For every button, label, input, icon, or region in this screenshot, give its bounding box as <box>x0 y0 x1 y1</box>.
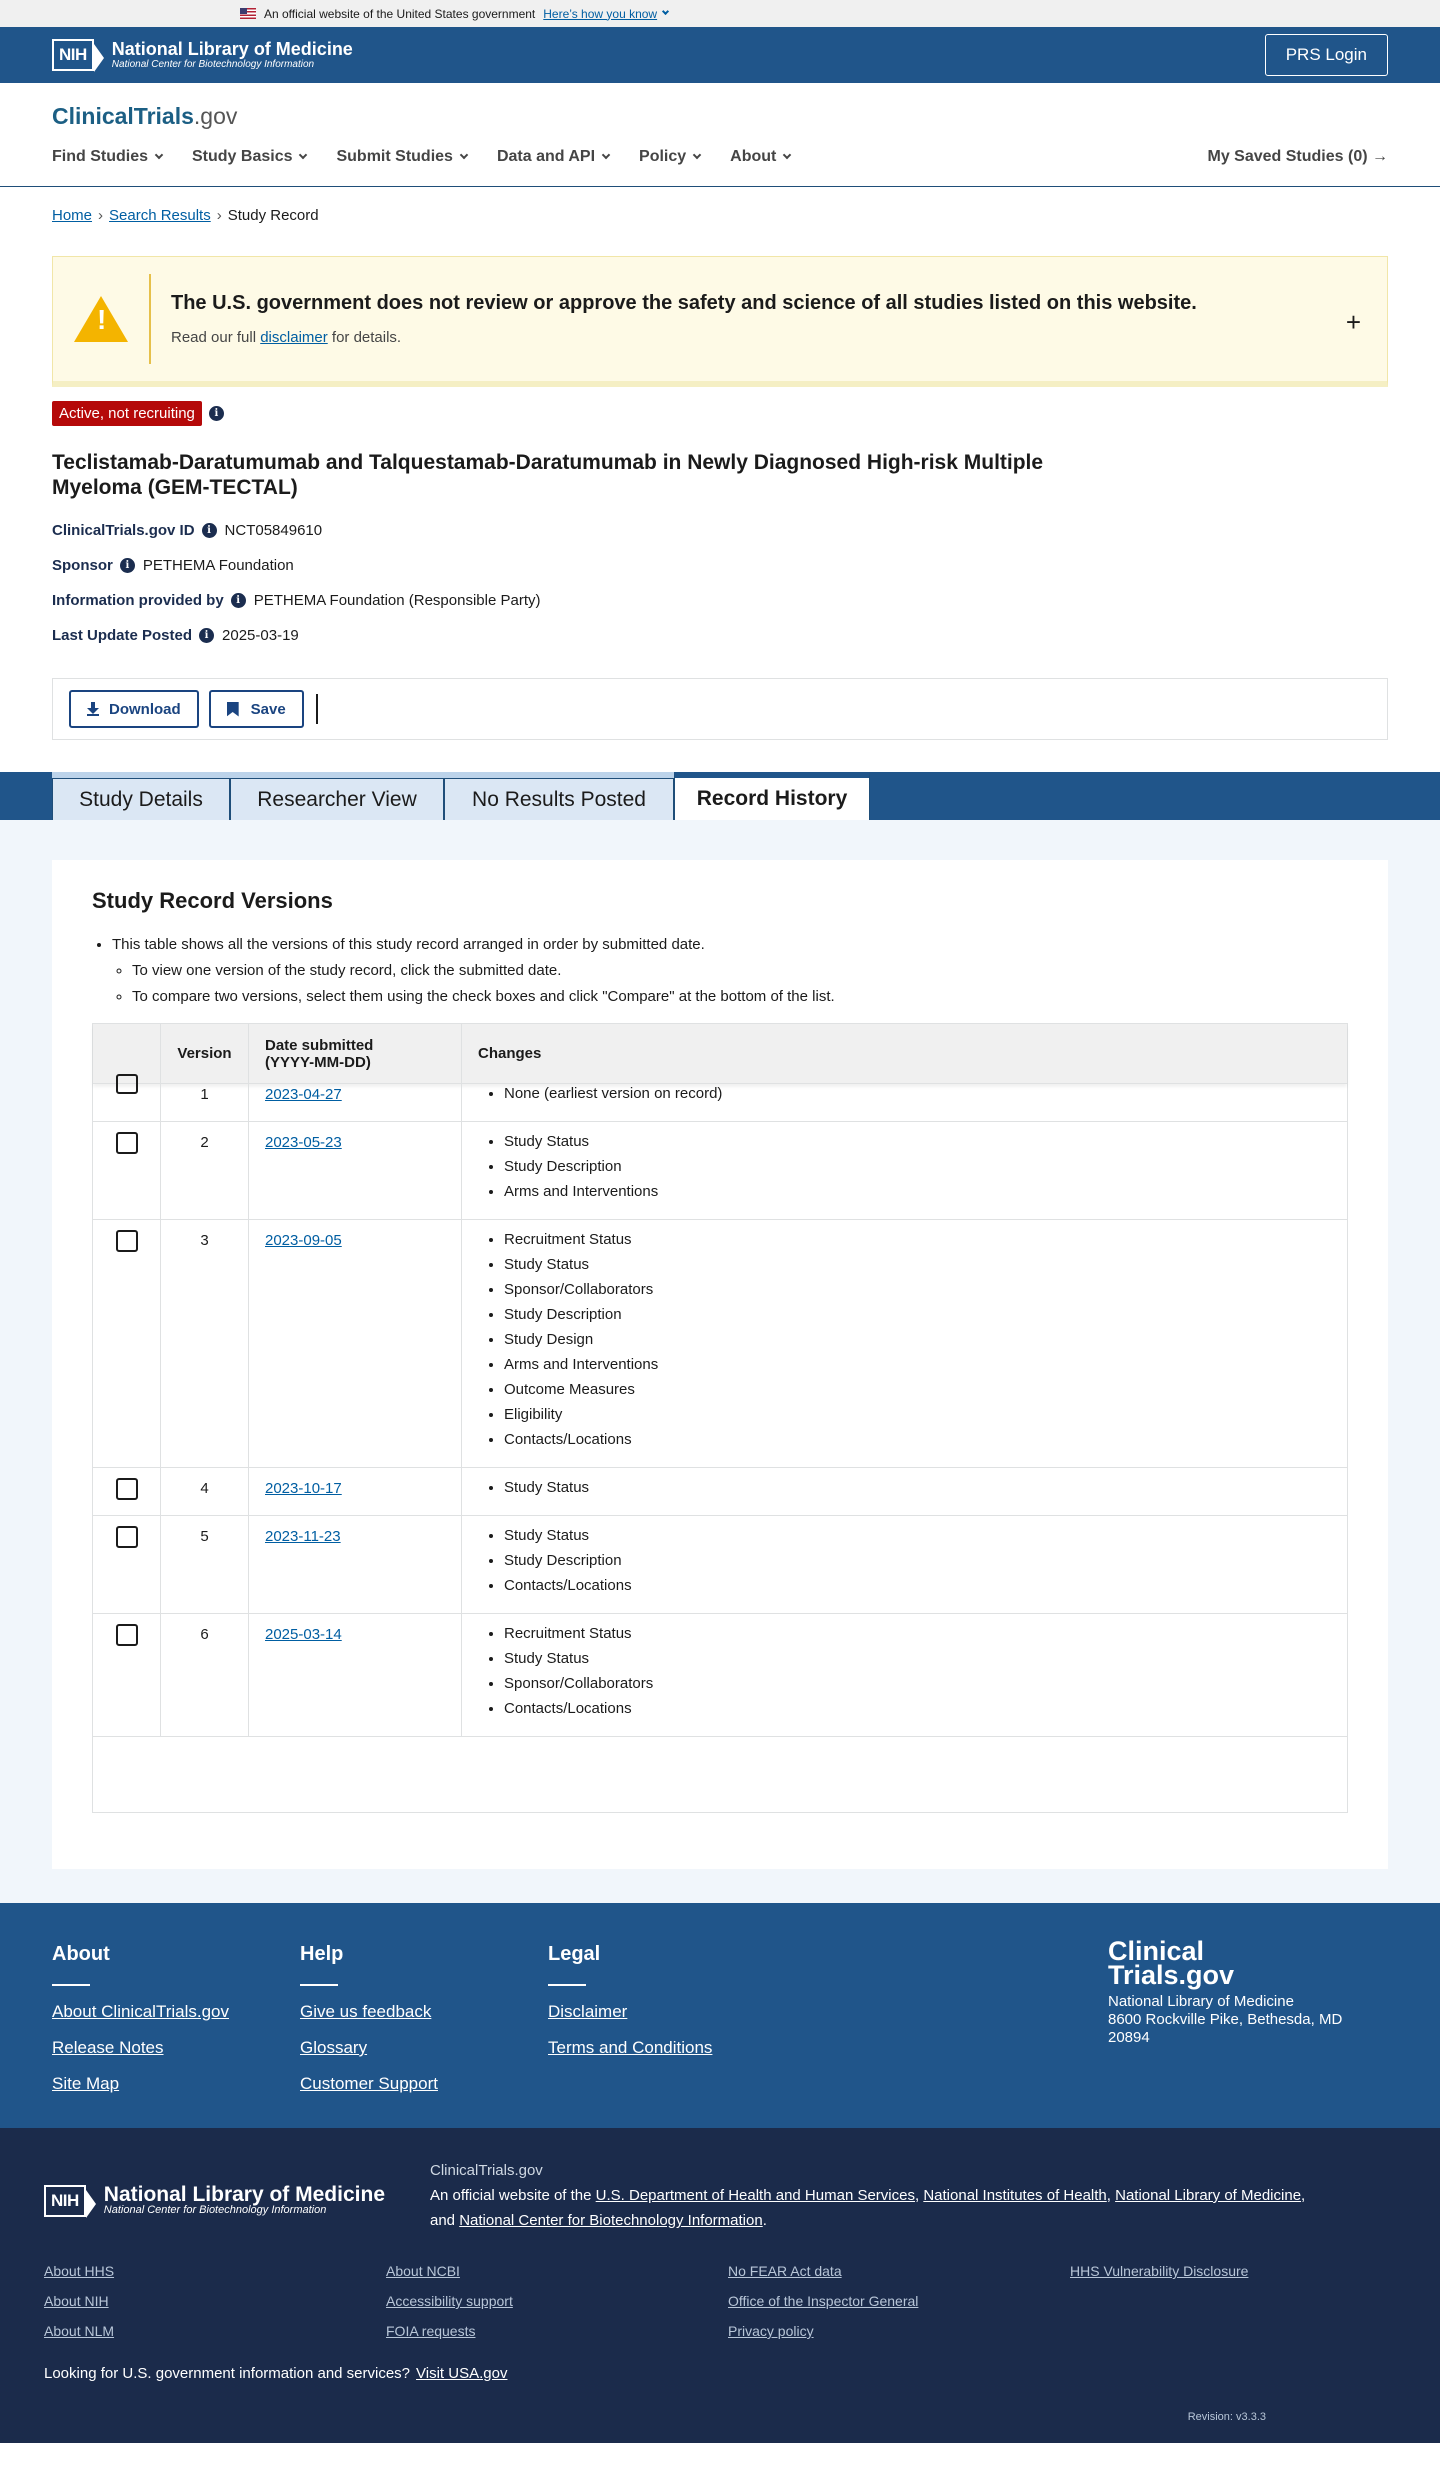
link-nih[interactable]: National Institutes of Health <box>923 2187 1107 2204</box>
footer-help: Help Give us feedback Glossary Customer Support <box>300 1943 548 2128</box>
link-foia[interactable]: FOIA requests <box>386 2323 476 2339</box>
change-item: • Recruitment Status <box>504 1626 1347 1642</box>
table-row <box>93 1084 1347 1122</box>
footer-link-site-map[interactable]: Site Map <box>52 2074 120 2093</box>
chevron-down-icon <box>783 151 791 159</box>
link-about-nlm[interactable]: About NLM <box>44 2323 115 2339</box>
chevron-down-icon <box>662 8 669 15</box>
footer-about: About About ClinicalTrials.gov Release Notes Site Map <box>52 1943 300 2128</box>
revision: Revision: v3.3.3 <box>1187 2411 1266 2423</box>
table-row <box>93 1220 1347 1468</box>
divider <box>316 694 318 724</box>
nih-logo-mark: NIH <box>52 39 94 71</box>
link-inspector-general[interactable]: Office of the Inspector General <box>728 2293 919 2309</box>
chevron-right-icon: › <box>98 207 104 224</box>
table-footer <box>93 1737 1347 1812</box>
arrow-right-icon: → <box>1372 148 1388 165</box>
version-date-link[interactable]: 2023-05-23 <box>265 1134 342 1151</box>
study-meta <box>0 522 1440 644</box>
change-item: • Contacts/Locations <box>504 1701 1347 1717</box>
link-privacy[interactable]: Privacy policy <box>728 2323 814 2339</box>
versions-heading: Study Record Versions <box>92 888 333 913</box>
tab-no-results-posted[interactable]: No Results Posted <box>444 778 674 820</box>
record-history-section <box>0 820 1440 1903</box>
version-number: 4 <box>161 1468 249 1515</box>
footer-link-feedback[interactable]: Give us feedback <box>300 2002 432 2021</box>
footer-link-disclaimer[interactable]: Disclaimer <box>548 2002 628 2021</box>
version-number: 6 <box>161 1614 249 1736</box>
link-about-hhs[interactable]: About HHS <box>44 2263 115 2279</box>
breadcrumb <box>0 187 1440 224</box>
tab-researcher-view[interactable]: Researcher View <box>230 778 444 820</box>
chevron-down-icon <box>155 151 163 159</box>
alert-title: The U.S. government does not review or approve the safety and science of all studies listed on this website. <box>171 292 1197 314</box>
info-icon[interactable]: i <box>231 593 246 608</box>
table-row <box>93 1122 1347 1220</box>
change-item: • Study Description <box>504 1553 1347 1569</box>
version-checkbox[interactable] <box>116 1230 138 1252</box>
version-checkbox[interactable] <box>116 1526 138 1548</box>
table-row <box>93 1468 1347 1516</box>
link-nlm[interactable]: National Library of Medicine <box>1115 2187 1302 2204</box>
change-item: • Study Status <box>504 1134 1347 1150</box>
meta-sponsor: Sponsor i PETHEMA Foundation <box>52 557 294 574</box>
footer-utility-links <box>44 2263 1396 2339</box>
footer-ct-logo[interactable]: Clinical Trials.gov <box>1108 1936 1235 1990</box>
chevron-right-icon: › <box>216 207 222 224</box>
footer-legal: Legal Disclaimer Terms and Conditions <box>548 1943 796 2128</box>
clinicaltrials-logo[interactable]: ClinicalTrials.gov <box>52 103 238 129</box>
us-flag-icon <box>240 8 256 19</box>
change-item: • Study Description <box>504 1307 1347 1323</box>
version-date-link[interactable]: 2025-03-14 <box>265 1626 342 1643</box>
meta-last-update: Last Update Posted i 2025-03-19 <box>52 627 299 644</box>
change-item: • Study Status <box>504 1480 1347 1496</box>
footer-link-support[interactable]: Customer Support <box>300 2074 438 2093</box>
study-actions <box>52 678 1388 740</box>
chevron-down-icon <box>602 151 610 159</box>
footer-official-text: ClinicalTrials.gov An official website of the U.S. Department of Health and Human Services, National Institutes of Health, National Library of Medicine, and National Center for Biotechnology Information. <box>430 2162 1306 2229</box>
info-icon[interactable]: i <box>202 523 217 538</box>
change-item: • None (earliest version on record) <box>504 1086 1347 1102</box>
nav-submit-studies[interactable]: Submit Studies <box>336 148 466 166</box>
heres-how-you-know-link[interactable]: Here’s how you know <box>543 6 658 21</box>
warning-icon: ! <box>74 296 128 342</box>
my-saved-studies-link[interactable]: My Saved Studies (0) → <box>1207 148 1388 165</box>
change-item: • Arms and Interventions <box>504 1184 1347 1200</box>
change-item: • Study Status <box>504 1257 1347 1273</box>
alert-subtext: Read our full disclaimer for details. <box>171 329 402 346</box>
nav-study-basics[interactable]: Study Basics <box>192 148 306 166</box>
change-item: • Outcome Measures <box>504 1382 1347 1398</box>
col-date-submitted: Date submitted (YYYY-MM-DD) <box>249 1024 462 1083</box>
change-item: • Study Design <box>504 1332 1347 1348</box>
change-item: • Study Status <box>504 1651 1347 1667</box>
tab-bar <box>0 772 1440 820</box>
version-date-link[interactable]: 2023-09-05 <box>265 1232 342 1249</box>
version-number: 1 <box>161 1084 249 1121</box>
link-no-fear[interactable]: No FEAR Act data <box>728 2263 842 2279</box>
download-button[interactable]: Download <box>69 690 199 728</box>
version-date-link[interactable]: 2023-10-17 <box>265 1480 342 1497</box>
version-number: 2 <box>161 1122 249 1219</box>
chevron-down-icon <box>693 151 701 159</box>
nav-about[interactable]: About <box>730 148 790 166</box>
change-item: • Sponsor/Collaborators <box>504 1676 1347 1692</box>
version-number: 3 <box>161 1220 249 1467</box>
breadcrumb-search-results[interactable]: Search Results <box>109 207 211 224</box>
meta-nct-id: ClinicalTrials.gov ID i NCT05849610 <box>52 522 323 539</box>
save-button[interactable]: Save <box>209 690 304 728</box>
versions-table <box>92 1023 1348 1813</box>
change-item: • Sponsor/Collaborators <box>504 1282 1347 1298</box>
footer-link-about-ct[interactable]: About ClinicalTrials.gov <box>52 2002 229 2021</box>
version-checkbox[interactable] <box>116 1624 138 1646</box>
nih-logo[interactable] <box>52 39 353 71</box>
versions-notes: • This table shows all the versions of this study record arranged in order by submitted date. ◦ To view one version of the study record, click the submitted date. ◦ To compare two versions, select them using the check boxes and click "Compare" at the bottom of the list. <box>92 936 1348 1005</box>
link-about-nih[interactable]: About NIH <box>44 2293 109 2309</box>
status-badge: Active, not recruiting <box>52 401 202 426</box>
change-item: • Study Status <box>504 1528 1347 1544</box>
link-about-ncbi[interactable]: About NCBI <box>386 2263 460 2279</box>
change-item: • Study Description <box>504 1159 1347 1175</box>
nih-logo-title: National Library of Medicine <box>111 38 353 59</box>
col-changes: Changes <box>478 1045 542 1062</box>
link-accessibility[interactable]: Accessibility support <box>386 2293 513 2309</box>
link-vulnerability[interactable]: HHS Vulnerability Disclosure <box>1070 2263 1249 2279</box>
study-title: Teclistamab-Daratumumab and Talquestamab-Daratumumab in Newly Diagnosed High-risk Multiple Myeloma (GEM-TECTAL) <box>52 451 1044 499</box>
col-version: Version <box>161 1024 249 1083</box>
link-ncbi[interactable]: National Center for Biotechnology Information <box>459 2212 763 2229</box>
breadcrumb-home[interactable]: Home <box>52 207 93 224</box>
disclaimer-alert <box>52 256 1388 387</box>
nih-header <box>0 27 1440 83</box>
chevron-down-icon <box>460 151 468 159</box>
download-icon <box>87 702 99 716</box>
nih-logo-subtitle: National Center for Biotechnology Information <box>111 58 315 70</box>
nih-footer <box>0 2128 1440 2443</box>
disclaimer-link[interactable]: disclaimer <box>260 329 328 346</box>
meta-info-provided-by: Information provided by i PETHEMA Foundation (Responsible Party) <box>52 592 541 609</box>
version-checkbox[interactable] <box>116 1478 138 1500</box>
nav-policy[interactable]: Policy <box>639 148 700 166</box>
table-row <box>93 1516 1347 1614</box>
prs-login-button[interactable]: PRS Login <box>1265 34 1388 76</box>
nlm-footer-logo[interactable]: NIH National Library of Medicine National Center for Biotechnology Information <box>44 2158 430 2233</box>
site-header <box>0 83 1440 187</box>
footer-link-glossary[interactable]: Glossary <box>300 2038 368 2057</box>
version-checkbox[interactable] <box>116 1074 138 1094</box>
tab-record-history[interactable]: Record History <box>674 772 870 820</box>
usa-gov-line: Looking for U.S. government information and services? Visit USA.gov <box>44 2365 508 2382</box>
version-checkbox[interactable] <box>116 1132 138 1154</box>
info-icon[interactable]: i <box>120 558 135 573</box>
change-item: • Contacts/Locations <box>504 1432 1347 1448</box>
table-row <box>93 1614 1347 1737</box>
change-item: • Arms and Interventions <box>504 1357 1347 1373</box>
footer-link-release-notes[interactable]: Release Notes <box>52 2038 164 2057</box>
info-icon[interactable]: i <box>209 406 224 421</box>
breadcrumb-current: Study Record <box>227 207 319 224</box>
main-nav <box>52 148 1388 166</box>
version-date-link[interactable]: 2023-11-23 <box>265 1528 341 1545</box>
expand-plus-icon[interactable]: + <box>1345 307 1361 337</box>
table-header <box>93 1024 1347 1084</box>
change-item: • Eligibility <box>504 1407 1347 1423</box>
footer-brand: Clinical Trials.gov National Library of Medicine 8600 Rockville Pike, Bethesda, MD 20894 <box>1108 1939 1368 2047</box>
info-icon[interactable]: i <box>199 628 214 643</box>
version-date-link[interactable]: 2023-04-27 <box>265 1086 342 1103</box>
tab-study-details[interactable]: Study Details <box>52 778 230 820</box>
gov-banner-text: An official website of the United States government <box>264 6 536 21</box>
footer-link-terms[interactable]: Terms and Conditions <box>548 2038 713 2057</box>
change-item: • Contacts/Locations <box>504 1578 1347 1594</box>
version-number: 5 <box>161 1516 249 1613</box>
bookmark-icon <box>227 702 239 717</box>
nav-data-and-api[interactable]: Data and API <box>497 148 609 166</box>
change-item: • Recruitment Status <box>504 1232 1347 1248</box>
nav-find-studies[interactable]: Find Studies <box>52 148 162 166</box>
chevron-down-icon <box>299 151 307 159</box>
link-hhs[interactable]: U.S. Department of Health and Human Services <box>595 2187 915 2204</box>
visit-usa-gov-link[interactable]: Visit USA.gov <box>416 2365 508 2382</box>
gov-banner <box>0 0 1440 27</box>
versions-card <box>52 860 1388 1869</box>
site-footer <box>0 1903 1440 2128</box>
